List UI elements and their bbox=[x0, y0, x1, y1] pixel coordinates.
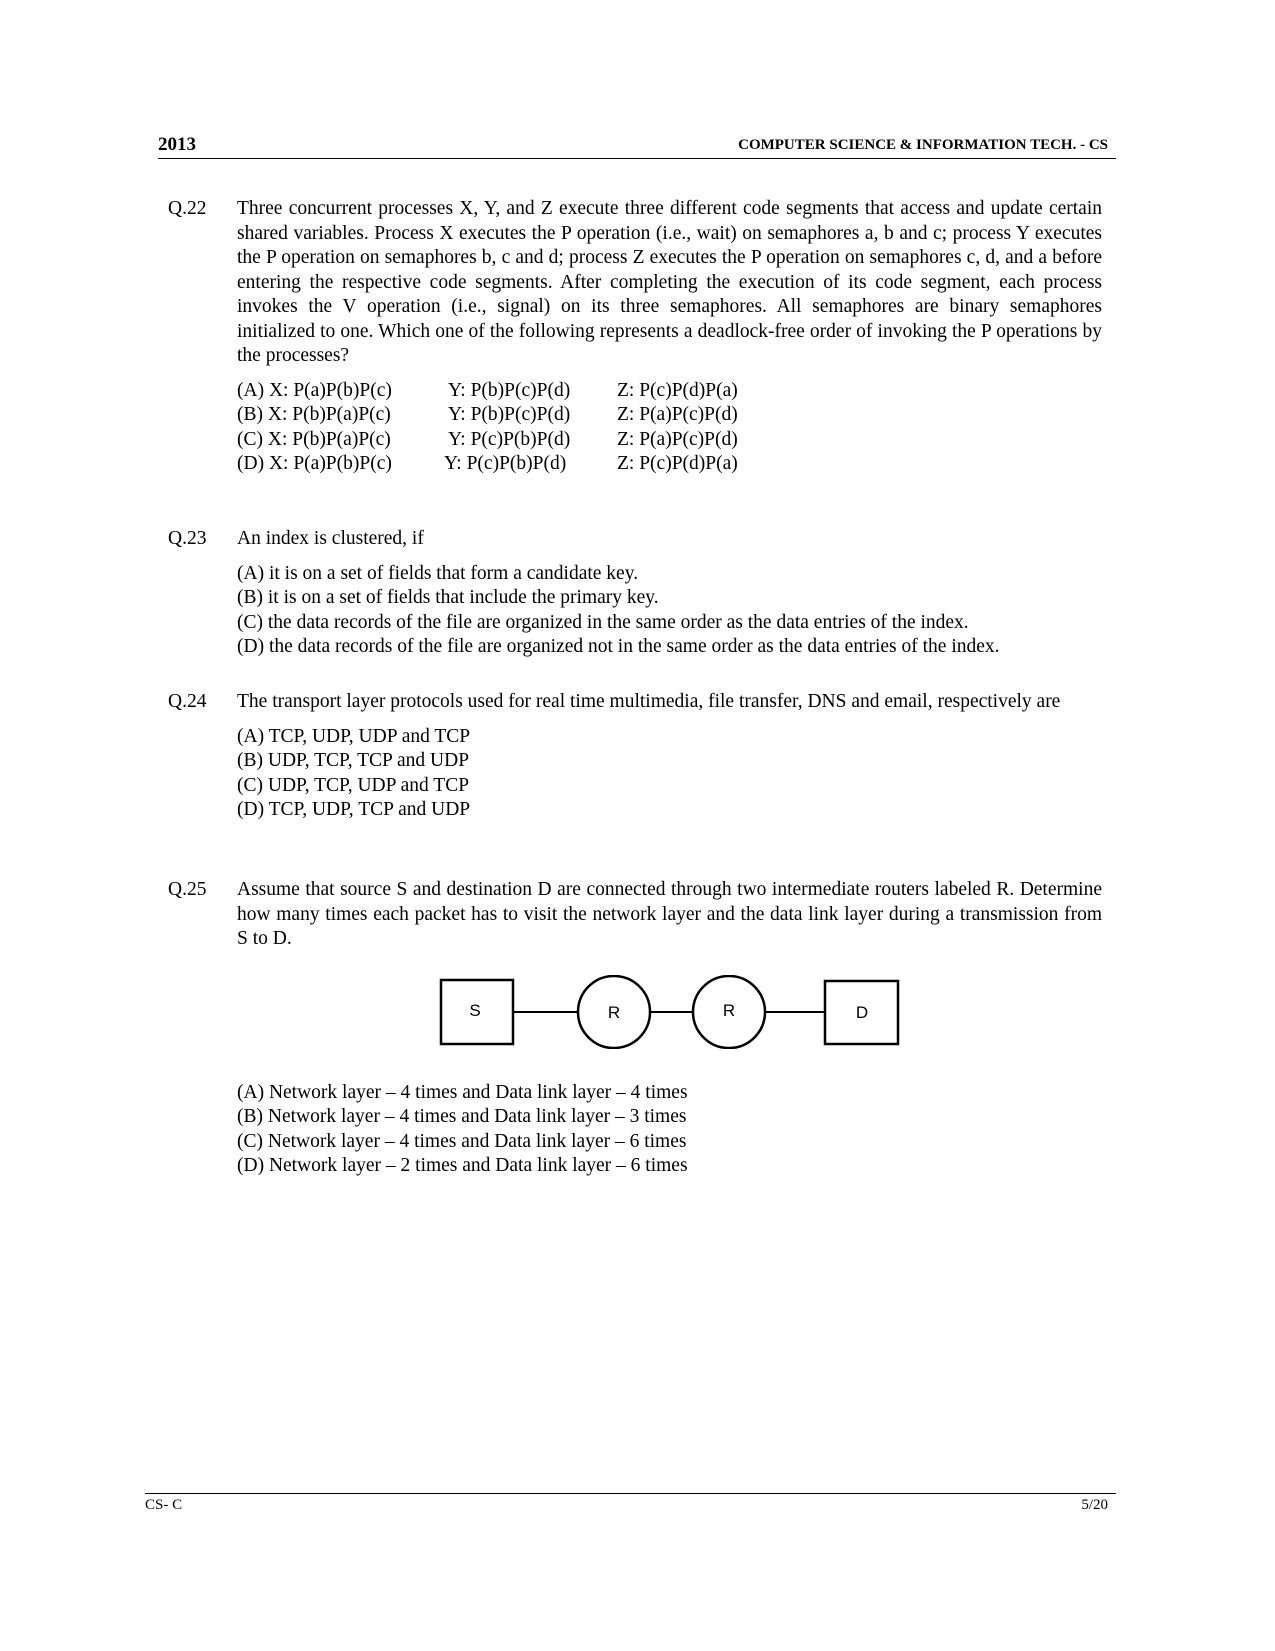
option-z: Z: P(a)P(c)P(d) bbox=[617, 428, 738, 450]
option-b: (B) it is on a set of fields that include the primary key. bbox=[237, 587, 659, 608]
question-22 bbox=[168, 197, 1102, 477]
option-c: (C) UDP, TCP, UDP and TCP bbox=[237, 774, 470, 796]
source-label: S bbox=[469, 1001, 481, 1020]
option-d: (D) TCP, UDP, TCP and UDP bbox=[237, 799, 471, 820]
option-y: Y: P(c)P(b)P(d) bbox=[448, 428, 571, 450]
question-number: Q.25 bbox=[168, 879, 207, 900]
option-x: (C) X: P(b)P(a)P(c) bbox=[237, 428, 391, 450]
option-z: Z: P(c)P(d)P(a) bbox=[617, 453, 738, 474]
option-c: (C) the data records of the file are organized in the same order as the data entries of the index. bbox=[237, 611, 969, 633]
option-y: Y: P(b)P(c)P(d) bbox=[448, 379, 571, 401]
option-z: Z: P(c)P(d)P(a) bbox=[617, 379, 738, 401]
page-number: 5/20 bbox=[1081, 1497, 1108, 1513]
option-a: (A) Network layer – 4 times and Data link layer – 4 times bbox=[237, 1081, 688, 1103]
exam-year: 2013 bbox=[158, 134, 196, 155]
option-d: (D) the data records of the file are organized not in the same order as the data entries of the index. bbox=[237, 636, 1000, 657]
option-b: (B) UDP, TCP, TCP and UDP bbox=[237, 750, 470, 771]
page-footer bbox=[145, 1493, 1116, 1518]
question-23 bbox=[168, 527, 1102, 660]
question-text: Assume that source S and destination D are connected through two intermediate routers labeled R. Determine how many times each packet has to visit the network layer and the data link layer during a transmission from S to D. bbox=[237, 879, 1102, 949]
option-a: (A) it is on a set of fields that form a candidate key. bbox=[237, 562, 639, 584]
network-diagram bbox=[435, 975, 905, 1049]
option-d bbox=[237, 452, 1102, 477]
option-y: Y: P(c)P(b)P(d) bbox=[444, 453, 567, 474]
destination-label: D bbox=[855, 1003, 869, 1022]
option-y: Y: P(b)P(c)P(d) bbox=[448, 404, 571, 425]
router-2-label: R bbox=[722, 1001, 736, 1020]
page-header bbox=[158, 134, 1116, 159]
option-x: (A) X: P(a)P(b)P(c) bbox=[237, 379, 392, 401]
question-text: An index is clustered, if bbox=[237, 528, 424, 549]
question-number: Q.22 bbox=[168, 198, 207, 219]
option-x: (D) X: P(a)P(b)P(c) bbox=[237, 453, 392, 474]
option-c bbox=[237, 428, 1102, 453]
paper-code: CS- C bbox=[145, 1497, 183, 1513]
option-b: (B) Network layer – 4 times and Data link layer – 3 times bbox=[237, 1106, 687, 1127]
router-1-label: R bbox=[607, 1003, 621, 1022]
option-z: Z: P(a)P(c)P(d) bbox=[617, 404, 738, 425]
option-x: (B) X: P(b)P(a)P(c) bbox=[237, 404, 391, 425]
exam-subject: COMPUTER SCIENCE & INFORMATION TECH. - CS bbox=[738, 137, 1108, 153]
option-a: (A) TCP, UDP, UDP and TCP bbox=[237, 725, 471, 747]
question-number: Q.23 bbox=[168, 528, 207, 549]
option-d: (D) Network layer – 2 times and Data link layer – 6 times bbox=[237, 1155, 688, 1176]
option-a bbox=[237, 379, 1102, 404]
question-text: Three concurrent processes X, Y, and Z execute three different code segments that access and update certain shared variables. Process X executes the P operation (i.e., wait) on semaphores a, b and c; process Y executes the P operation on semaphores b, c and d; process Z executes the P operation on semaphores c, d, and a before entering the respective code segments. After completing the execution of its code segment, each process invokes the V operation (i.e., signal) on its three semaphores. All semaphores are binary semaphores initialized to one. Which one of the following represents a deadlock-free order of invoking the P operations by the processes? bbox=[237, 198, 1102, 366]
options-list bbox=[237, 1081, 1102, 1179]
question-number: Q.24 bbox=[168, 691, 207, 712]
option-c: (C) Network layer – 4 times and Data link layer – 6 times bbox=[237, 1130, 687, 1152]
question-24 bbox=[168, 690, 1102, 823]
question-text: The transport layer protocols used for real time multimedia, file transfer, DNS and email, respectively are bbox=[237, 691, 1061, 712]
option-b bbox=[237, 403, 1102, 428]
options-grid bbox=[237, 379, 1102, 477]
options-list bbox=[237, 725, 1102, 823]
options-list bbox=[237, 562, 1102, 660]
